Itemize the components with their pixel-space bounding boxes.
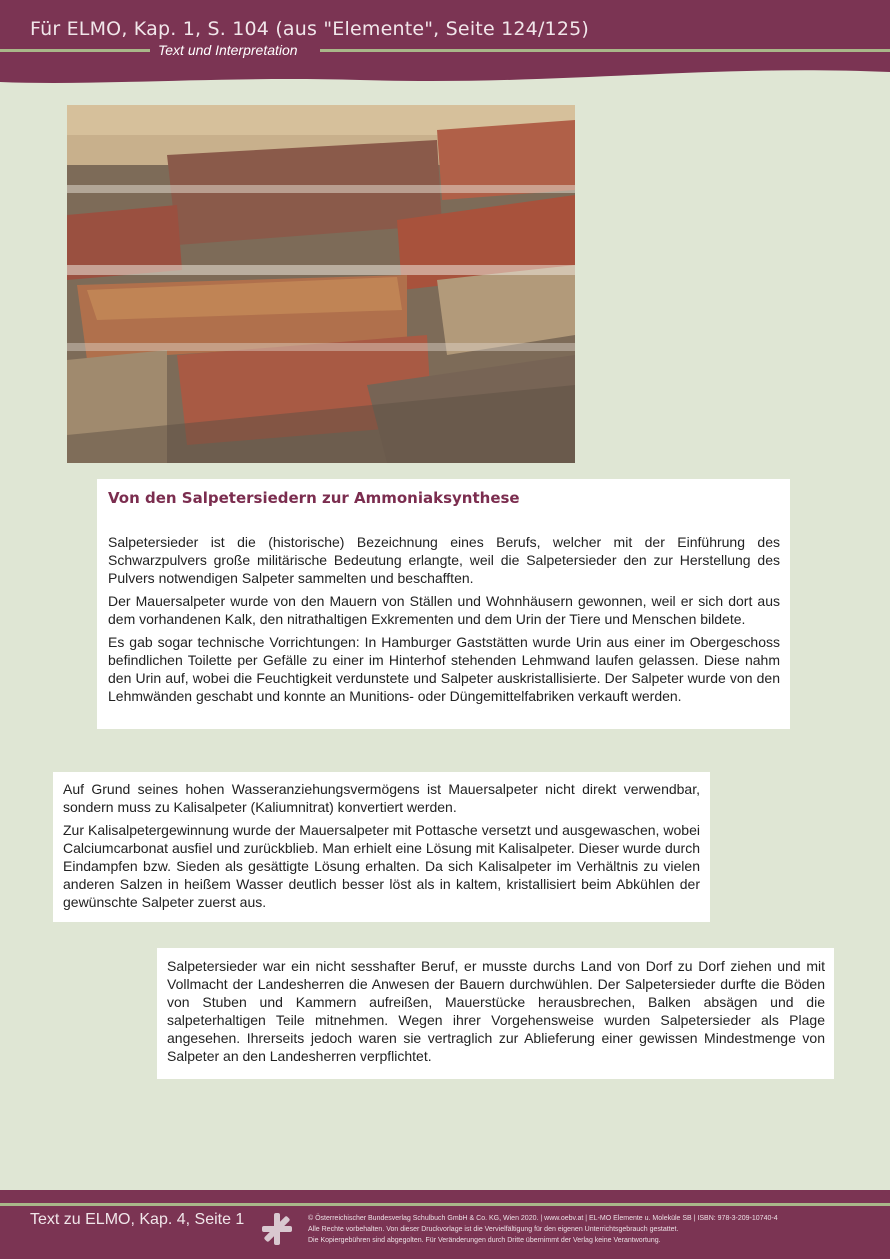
- header-background: [0, 0, 890, 90]
- page-subtitle: Text und Interpretation: [158, 42, 298, 58]
- text-box-salpetersieder: [97, 479, 790, 729]
- footer-copyright-line: Die Kopiergebühren sind abgegolten. Für Veränderungen durch Dritte übernimmt der Verlag keine Verantwortung.: [308, 1237, 661, 1244]
- text-box-beruf: [157, 948, 834, 1079]
- paragraph: Der Mauersalpeter wurde von den Mauern von Ställen und Wohnhäusern gewonnen, weil er sich dort aus dem vorhandenen Kalk, den nitrathaltigen Exkrementen und dem Urin der Tiere und Menschen bildete.: [108, 593, 780, 627]
- text-box-kalisalpeter: [53, 772, 710, 922]
- publisher-logo-icon: [262, 1213, 292, 1250]
- paragraph: Auf Grund seines hohen Wasseranziehungsvermögens ist Mauersalpeter nicht direkt verwendbar, sondern muss zu Kalisalpeter (Kaliumnitrat) konvertiert werden.: [63, 781, 700, 815]
- footer-page-label: Text zu ELMO, Kap. 4, Seite 1: [30, 1211, 245, 1228]
- paragraph: Salpetersieder ist die (historische) Bezeichnung eines Berufs, welcher mit der Einführung des Schwarzpulvers große militärische Bedeutung erlangte, weil die Salpetersieder den zur Herstellung des Pulvers notwendigen Salpeter sammelten und beschafften.: [108, 534, 780, 586]
- footer-copyright: [308, 1213, 868, 1246]
- footer-copyright-line: Alle Rechte vorbehalten. Von dieser Druckvorlage ist die Vervielfältigung für den eigenen Unterrichtsgebrauch gestattet.: [308, 1226, 679, 1233]
- page-header: [0, 0, 890, 90]
- paragraph: Es gab sogar technische Vorrichtungen: In Hamburger Gaststätten wurde Urin aus einer im Obergeschoss befindlichen Toilette per Gefälle zu einer im Hinterhof stehenden Lehmwand laufen gelassen. Diese nahm den Urin auf, wobei die Feuchtigkeit verdunstete und Salpeter auskristallisierte. Der Salpeter wurde von den Lehmwänden geschabt und konnte an Munitions- oder Düngemittelfabriken verkauft werden.: [108, 634, 780, 704]
- page-title: Für ELMO, Kap. 1, S. 104 (aus "Elemente", Seite 124/125): [30, 18, 590, 40]
- footer-divider: [0, 1203, 890, 1206]
- paragraph: Zur Kalisalpetergewinnung wurde der Mauersalpeter mit Pottasche versetzt und ausgewaschen, wobei Calciumcarbonat ausfiel und zurückblieb. Man erhielt eine Lösung mit Kalisalpeter. Dieser wurde durch Eindampfen bzw. Sieden als gesättigte Lösung erhalten. Da sich Kalisalpeter im Verhältnis zu vielen anderen Salzen in heißem Wasser deutlich besser löst als in kaltem, kristallisiert beim Abkühlen der gewünschte Salpeter zuerst aus.: [63, 822, 700, 910]
- paragraph: Salpetersieder war ein nicht sesshafter Beruf, er musste durchs Land von Dorf zu Dorf ziehen und mit Vollmacht der Landesherren die Anwesen der Bauern durchwühlen. Der Salpetersieder durfte die Böden von Stuben und Kammern aufreißen, Mauerstücke herausbrechen, Balken absägen und die salpeterhaltigen Teile mitnehmen. Wegen ihrer Vorgehensweise wurden Salpetersieder als Plage angesehen. Ihrerseits jedoch waren sie vertraglich zur Ablieferung einer gewissen Mindestmenge von Salpeter an den Landesherren verpflichtet.: [167, 958, 825, 1064]
- section-heading: Von den Salpetersiedern zur Ammoniaksynthese: [108, 489, 520, 507]
- salpeter-wall-photo: [67, 105, 575, 463]
- footer-copyright-line: © Österreichischer Bundesverlag Schulbuch GmbH & Co. KG, Wien 2020. | www.oebv.at | EL-MO Elemente u. Moleküle SB | ISBN: 978-3-209-10740-4: [308, 1215, 778, 1222]
